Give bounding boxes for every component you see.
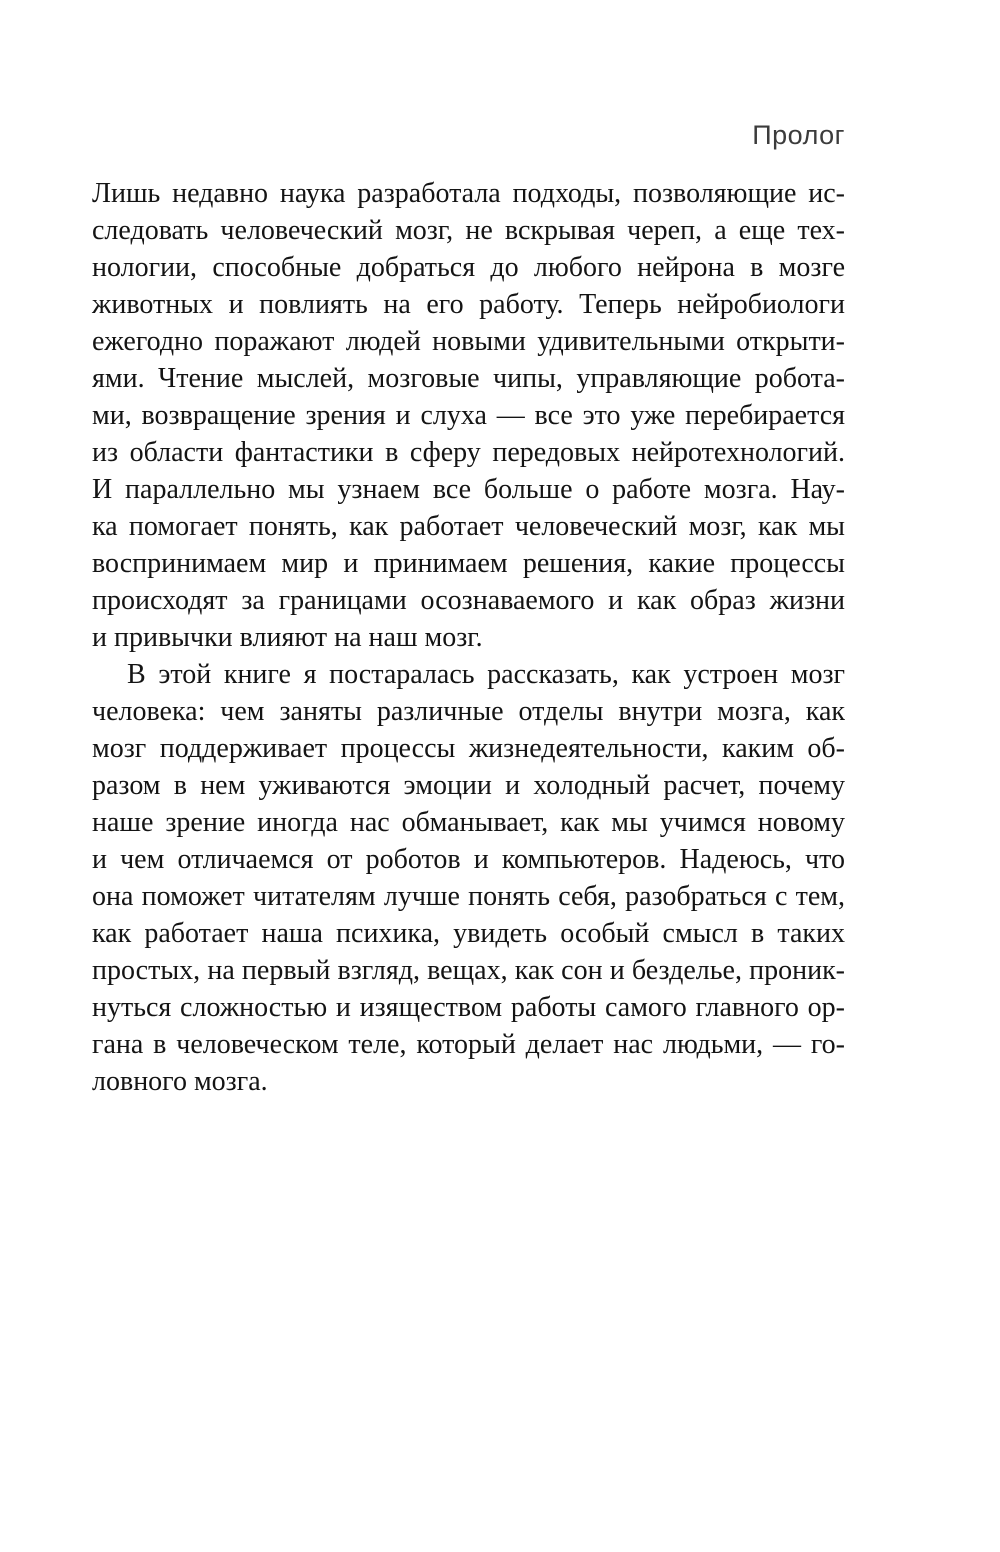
text-line: нологии, способные добраться до любого нейрона в мозге bbox=[92, 252, 845, 283]
text-line: простых, на первый взгляд, вещах, как сон и безделье, проник- bbox=[92, 955, 845, 986]
text-line: разом в нем уживаются эмоции и холодный расчет, почему bbox=[92, 770, 845, 801]
text-line: ежегодно поражают людей новыми удивительными открыти- bbox=[92, 326, 845, 357]
text-line: В этой книге я постаралась рассказать, как устроен мозг bbox=[127, 659, 845, 690]
text-line: ловного мозга. bbox=[92, 1066, 268, 1097]
text-line: и привычки влияют на наш мозг. bbox=[92, 622, 483, 653]
text-line: из области фантастики в сферу передовых нейротехнологий. bbox=[92, 437, 845, 468]
text-line: ми, возвращение зрения и слуха — все это уже перебирается bbox=[92, 400, 845, 431]
text-line: наше зрение иногда нас обманывает, как мы учимся новому bbox=[92, 807, 845, 838]
paragraph-1 bbox=[92, 175, 845, 656]
text-line: гана в человеческом теле, который делает нас людьми, — го- bbox=[92, 1029, 845, 1060]
text-line: Лишь недавно наука разработала подходы, позволяющие ис- bbox=[92, 178, 845, 209]
text-line: следовать человеческий мозг, не вскрывая череп, а еще тех- bbox=[92, 215, 845, 246]
text-line: человека: чем заняты различные отделы внутри мозга, как bbox=[92, 696, 845, 727]
running-head-title: Пролог bbox=[752, 120, 845, 150]
text-line: ями. Чтение мыслей, мозговые чипы, управляющие робота- bbox=[92, 363, 845, 394]
text-line: ка помогает понять, как работает человеческий мозг, как мы bbox=[92, 511, 845, 542]
text-line: она поможет читателям лучше понять себя, разобраться с тем, bbox=[92, 881, 845, 912]
text-line: нуться сложностью и изяществом работы самого главного ор- bbox=[92, 992, 845, 1023]
text-line: воспринимаем мир и принимаем решения, какие процессы bbox=[92, 548, 845, 579]
text-line: происходят за границами осознаваемого и как образ жизни bbox=[92, 585, 845, 616]
page-body-text bbox=[92, 175, 845, 1100]
text-line: как работает наша психика, увидеть особый смысл в таких bbox=[92, 918, 845, 949]
text-line: И параллельно мы узнаем все больше о работе мозга. Нау- bbox=[92, 474, 845, 505]
text-line: мозг поддерживает процессы жизнедеятельности, каким об- bbox=[92, 733, 845, 764]
text-line: животных и повлиять на его работу. Теперь нейробиологи bbox=[92, 289, 845, 320]
text-line: и чем отличаемся от роботов и компьютеров. Надеюсь, что bbox=[92, 844, 845, 875]
paragraph-2 bbox=[92, 656, 845, 1100]
